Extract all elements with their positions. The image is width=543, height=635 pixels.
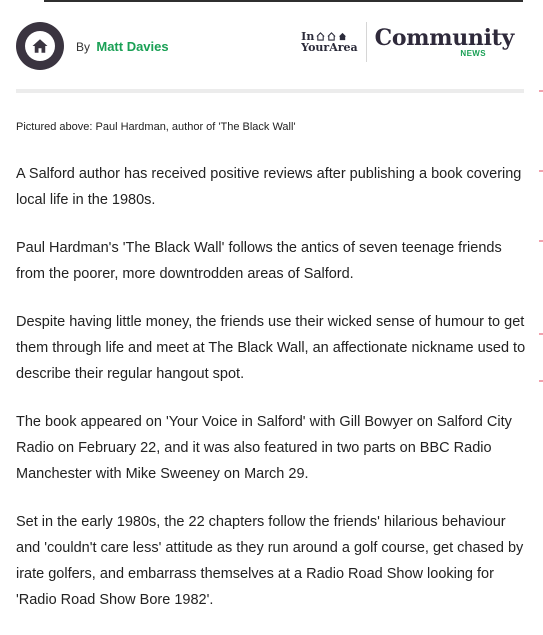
article-paragraph: The book appeared on 'Your Voice in Salford' with Gill Bowyer on Salford City Radio on February 22, and it was also featured in two parts on BBC Radio Manchester with Mike Sweeney on March 29. [16,414,512,482]
article-paragraph: Despite having little money, the friends use their wicked sense of humour to get them through life and meet at The Black Wall, an affectionate nickname used to describe their regular hangout spot. [16,314,526,382]
right-sidebar-edge [538,90,543,390]
community-news-logo [375,26,514,58]
in-your-area-bottom-text: YourArea [301,41,358,54]
home-icon [25,31,55,61]
article-paragraph: Set in the early 1980s, the 22 chapters follow the friends' hilarious behaviour and 'couldn't care less' attitude as they run around a golf course, get chased by irate golfers, and embarrass themselves at a Radio Road Show looking for 'Radio Road Show Bore 1982'. [16,514,524,608]
article-body [16,161,528,635]
house-outline-icon [327,32,336,41]
news-word: NEWS [460,49,486,58]
header-divider [16,89,524,93]
byline [76,39,169,54]
top-image-edge [44,0,523,2]
article-header [16,22,524,72]
byline-prefix: By [76,40,91,54]
community-word: Community [374,25,514,51]
article-paragraph: Paul Hardman's 'The Black Wall' follows the antics of seven teenage friends from the poorer, more downtrodden areas of Salford. [16,240,502,282]
house-filled-icon [338,32,347,41]
brand-divider [366,22,367,62]
image-caption: Pictured above: Paul Hardman, author of 'The Black Wall' [16,121,296,133]
in-your-area-top-text: In [301,30,315,43]
author-link[interactable]: Matt Davies [96,39,169,54]
author-avatar[interactable] [16,22,64,70]
house-outline-icon [316,32,325,41]
in-your-area-logo [301,31,365,53]
article-paragraph: A Salford author has received positive reviews after publishing a book covering local life in the 1980s. [16,166,522,208]
brand-logo[interactable] [301,22,514,62]
